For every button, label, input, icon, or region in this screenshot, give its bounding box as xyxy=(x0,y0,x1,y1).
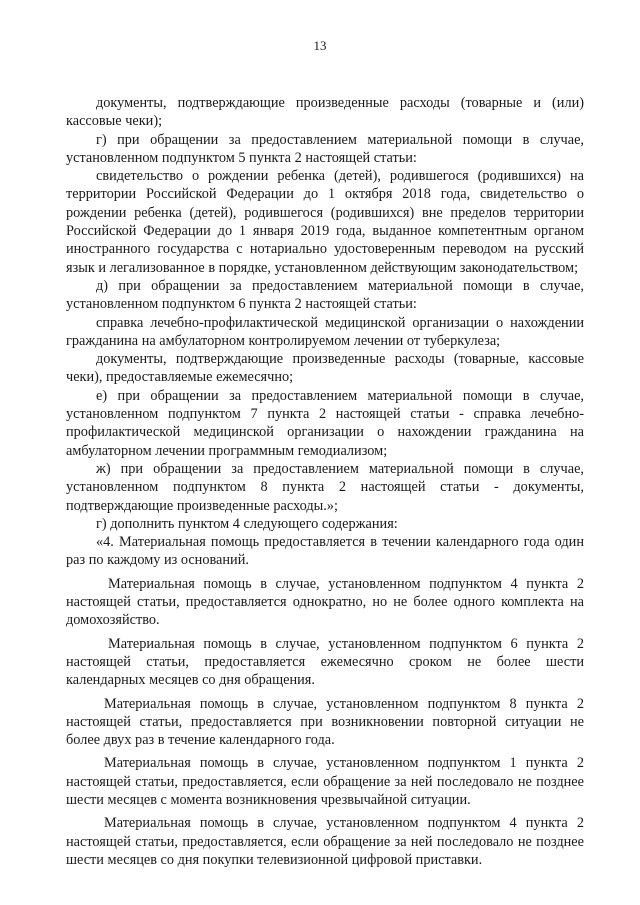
paragraph-item-d-subpoint-6: д) при обращении за предоставлением материальной помощи в случае, установленном подпунктом 6 пункта 2 настоящей статьи: xyxy=(66,277,584,313)
paragraph-aid-subpoint-6-monthly: Материальная помощь в случае, установленном подпунктом 6 пункта 2 настоящей статьи, предоставляется ежемесячно сроком не более шести календарных месяцев со дня обращения. xyxy=(66,635,584,689)
paragraph-item-e-subpoint-7: е) при обращении за предоставлением материальной помощи в случае, установленном подпунктом 7 пункта 2 настоящей статьи - справка лечебно-профилактической медицинской организации о нахождении гражданина на амбулаторном лечении программным гемодиализом; xyxy=(66,387,584,459)
paragraph-item-zh-subpoint-8: ж) при обращении за предоставлением материальной помощи в случае, установленном подпунктом 8 пункта 2 настоящей статьи - документы, подтверждающие произведенные расходы.»; xyxy=(66,460,584,514)
paragraph-add-point-4: г) дополнить пунктом 4 следующего содержания: xyxy=(96,515,398,532)
paragraph-aid-subpoint-1-emergency: Материальная помощь в случае, установленном подпунктом 1 пункта 2 настоящей статьи, предоставляется, если обращение за ней последовало не позднее шести месяцев с момента возникновения чрезвычайной ситуации. xyxy=(66,755,584,808)
paragraph-point-4-intro: «4. Материальная помощь предоставляется в течении календарного года один раз по каждому из оснований. xyxy=(66,534,584,569)
document-body xyxy=(66,94,584,869)
paragraph-tuberculosis-certificate: справка лечебно-профилактической медицинской организации о нахождении гражданина на амбулаторном контролируемом лечении от туберкулеза; xyxy=(66,314,584,349)
paragraph-monthly-receipts: документы, подтверждающие произведенные расходы (товарные, кассовые чеки), предоставляемые ежемесячно; xyxy=(66,351,584,386)
paragraph-aid-subpoint-4-set-top-box: Материальная помощь в случае, установленном подпунктом 4 пункта 2 настоящей статьи, предоставляется, если обращение за ней последовало не позднее шести месяцев со дня покупки телевизионной цифровой приставки. xyxy=(66,815,584,868)
paragraph-receipts: документы, подтверждающие произведенные расходы (товарные и (или) кассовые чеки); xyxy=(66,95,584,130)
paragraph-birth-certificate: свидетельство о рождении ребенка (детей), родившегося (родившихся) на территории Российской Федерации до 1 октября 2018 года, свидетельство о рождении ребенка (детей), родившегося (родившихся) вне пределов территории Российской Федерации до 1 января 2019 года, выданное компетентным органом иностранного государства с нотариально удостоверенным переводом на русский язык и легализованное в порядке, установленном действующим законодательством; xyxy=(66,168,584,276)
paragraph-item-g-subpoint-5: г) при обращении за предоставлением материальной помощи в случае, установленном подпунктом 5 пункта 2 настоящей статьи: xyxy=(66,131,584,166)
paragraph-aid-subpoint-4-once: Материальная помощь в случае, установленном подпунктом 4 пункта 2 настоящей статьи, предоставляется однократно, но не более одного комплекта на домохозяйство. xyxy=(66,575,584,629)
paragraph-aid-subpoint-8-twice: Материальная помощь в случае, установленном подпунктом 8 пункта 2 настоящей статьи, предоставляется при возникновении повторной ситуации не более двух раз в течение календарного года. xyxy=(66,695,584,749)
page-number: 13 xyxy=(313,38,327,53)
